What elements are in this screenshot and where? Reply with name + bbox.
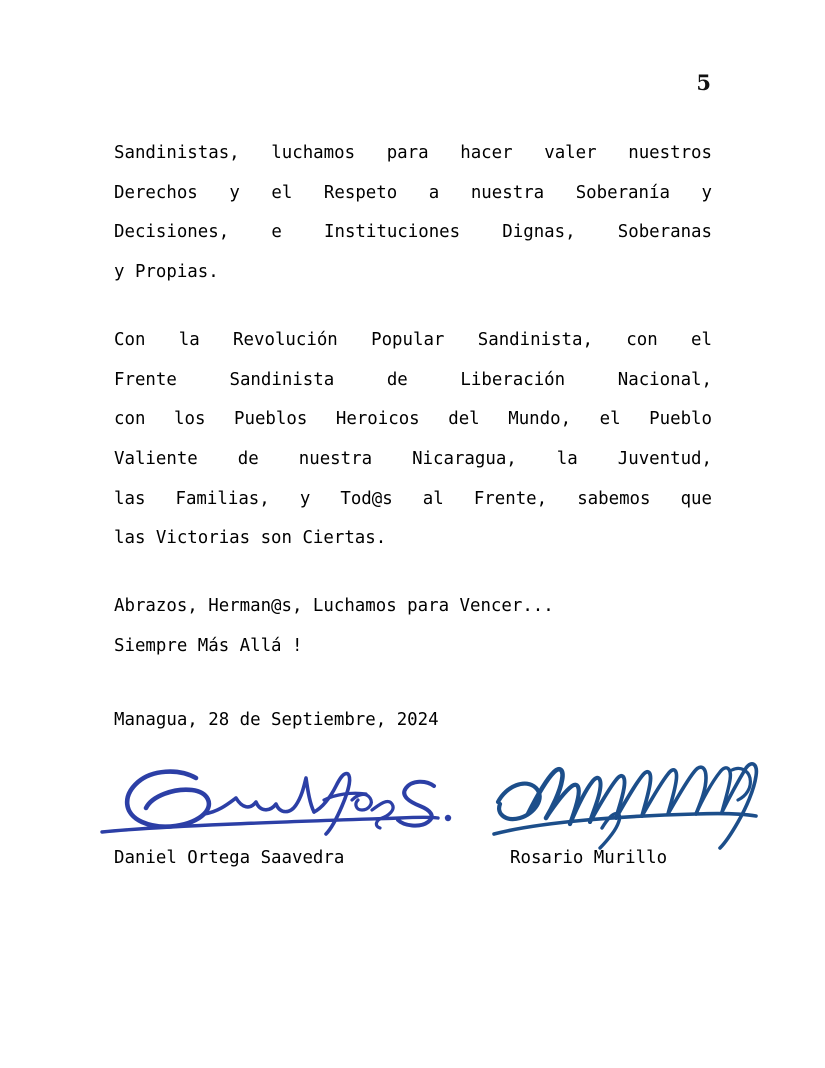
dateline: Managua, 28 de Septiembre, 2024 (114, 710, 439, 730)
signature-area (0, 752, 825, 870)
body-line: con los Pueblos Heroicos del Mundo, el Pueblo (114, 409, 712, 430)
body-line: Valiente de nuestra Nicaragua, la Juventud, (114, 448, 712, 469)
signature-name-murillo: Rosario Murillo (510, 848, 668, 869)
body-paragraph-1 (114, 134, 712, 293)
body-line: Con la Revolución Popular Sandinista, con el (114, 329, 712, 350)
body-paragraph-3 (114, 587, 712, 666)
body-line: Sandinistas, luchamos para hacer valer nuestros (114, 143, 712, 163)
body-paragraph-2 (114, 321, 712, 559)
body-line: Decisiones, e Instituciones Dignas, Soberanas (114, 222, 712, 243)
body-line: las Victorias son Ciertas. (114, 528, 387, 549)
signature-block-ortega (100, 752, 460, 870)
body-line: Abrazos, Herman@s, Luchamos para Vencer... (114, 596, 554, 617)
body-line: Frente Sandinista de Liberación Nacional, (114, 369, 712, 390)
handwritten-signature-icon-ortega (100, 752, 460, 847)
body-line: y Propias. (114, 262, 219, 283)
document-body (114, 134, 712, 666)
signature-block-murillo (480, 752, 780, 870)
body-line: Siempre Más Allá ! (114, 635, 303, 656)
signature-name-ortega: Daniel Ortega Saavedra (114, 848, 345, 869)
body-line: Derechos y el Respeto a nuestra Soberanía y (114, 182, 712, 203)
handwritten-signature-icon-murillo (480, 752, 780, 852)
body-line: las Familias, y Tod@s al Frente, sabemos que (114, 488, 712, 509)
page-number: 5 (696, 70, 711, 95)
